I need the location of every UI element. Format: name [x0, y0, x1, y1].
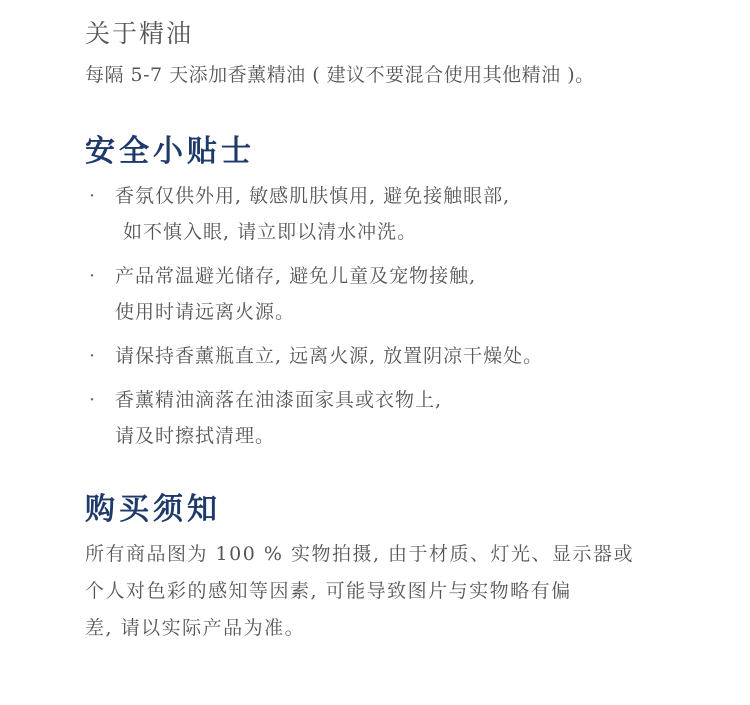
- bullet-dot-icon: ·: [89, 265, 97, 287]
- purchase-notice-text: [85, 536, 685, 647]
- about-oil-title: 关于精油: [85, 19, 194, 48]
- tip-text-line: 香氛仅供外用, 敏感肌肤慎用, 避免接触眼部,: [115, 185, 511, 207]
- bullet-dot-icon: ·: [89, 345, 97, 367]
- tip-text-line: 香薰精油滴落在油漆面家具或衣物上,: [115, 389, 443, 411]
- safety-tips-heading: 安全小贴士: [85, 134, 255, 169]
- bullet-dot-icon: ·: [89, 185, 97, 207]
- purchase-text-line: 个人对色彩的感知等因素, 可能导致图片与实物略有偏: [85, 580, 572, 602]
- tip-text-line: 产品常温避光储存, 避免儿童及宠物接触,: [115, 265, 477, 287]
- purchase-text-line: 所有商品图为 100 % 实物拍摄, 由于材质、灯光、显示器或: [85, 543, 635, 565]
- tip-text-line: 如不慎入眼, 请立即以清水冲洗。: [123, 221, 418, 243]
- purchase-text-line: 差, 请以实际产品为准。: [85, 617, 306, 639]
- safety-tips-list: [85, 178, 705, 462]
- tip-text-line: 请及时擦拭清理。: [115, 425, 276, 447]
- safety-tip-item: [85, 258, 705, 330]
- tip-text-line: 使用时请远离火源。: [115, 301, 296, 323]
- safety-tip-item: [85, 178, 705, 250]
- bullet-dot-icon: ·: [89, 389, 97, 411]
- safety-tip-item: [85, 382, 705, 454]
- purchase-notice-heading: 购买须知: [85, 492, 221, 527]
- tip-text-line: 请保持香薰瓶直立, 远离火源, 放置阴凉干燥处。: [115, 345, 544, 367]
- about-oil-text: 每隔 5-7 天添加香薰精油 ( 建议不要混合使用其他精油 )。: [85, 64, 595, 86]
- safety-tip-item: [85, 338, 705, 374]
